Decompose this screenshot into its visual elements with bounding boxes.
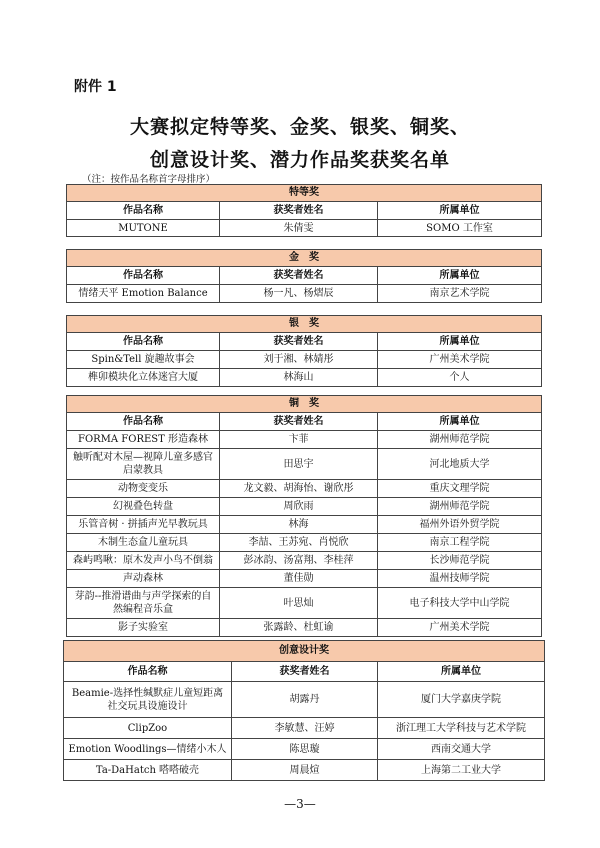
unit-name: 重庆文理学院 xyxy=(429,483,490,494)
column-header-row xyxy=(67,202,541,220)
winner-name: 李敏慧、汪婷 xyxy=(232,718,378,738)
section-title: 铜 奖 xyxy=(67,396,541,413)
work-name: 乐管音树 · 拼插声光早教玩具 xyxy=(67,516,220,533)
col-header-winner: 获奖者姓名 xyxy=(220,267,378,284)
table-row xyxy=(67,516,541,534)
work-name: Beamie-选择性缄默症儿童短距离社交玩具设施设计 xyxy=(64,682,232,717)
section-title: 金 奖 xyxy=(67,250,541,267)
unit-name: 浙江理工大学科技与艺术学院 xyxy=(396,722,526,734)
winner-name: 刘于湘、林婧彤 xyxy=(220,351,378,368)
winner-name: 朱倩雯 xyxy=(220,220,378,236)
winner-name: 董佳勋 xyxy=(220,570,378,587)
work-name: 声动森林 xyxy=(67,570,220,587)
col-header-unit: 所属单位 xyxy=(439,416,480,427)
sort-note: （注：按作品名称首字母排序） xyxy=(82,174,216,185)
document-title-line-2: 创意设计奖、潜力作品奖获奖名单 xyxy=(149,149,450,171)
table-row xyxy=(67,534,541,552)
winner-name: 卞菲 xyxy=(220,431,378,448)
unit-name: 南京工程学院 xyxy=(429,537,490,548)
col-header-winner: 获奖者姓名 xyxy=(220,333,378,350)
table-row xyxy=(67,220,541,237)
unit-name: 河北地质大学 xyxy=(429,458,490,470)
award-table-gold xyxy=(66,249,542,303)
table-row xyxy=(64,739,544,760)
winner-name: 李喆、王苏宛、肖悦欣 xyxy=(220,534,378,551)
table-row xyxy=(67,449,541,480)
document-title-line-1: 大赛拟定特等奖、金奖、银奖、铜奖、 xyxy=(129,116,470,138)
winner-name: 周晨煊 xyxy=(232,760,378,780)
winner-name: 杨一凡、杨熠辰 xyxy=(220,285,378,302)
table-row xyxy=(67,480,541,498)
work-name: FORMA FOREST 形造森林 xyxy=(67,431,220,448)
winner-name: 龙文毅、胡海怡、谢欣彤 xyxy=(220,480,378,497)
table-row xyxy=(67,498,541,516)
col-header-unit: 所属单位 xyxy=(439,270,480,281)
table-row xyxy=(67,570,541,588)
table-row xyxy=(67,351,541,369)
unit-name: 温州技师学院 xyxy=(429,573,490,584)
column-header-row xyxy=(67,413,541,431)
winner-name: 张露龄、杜虹谕 xyxy=(220,619,378,636)
col-header-work: 作品名称 xyxy=(67,267,220,284)
award-table-bronze xyxy=(66,395,542,637)
unit-name: 湖州师范学院 xyxy=(429,501,490,512)
winner-name: 陈思璇 xyxy=(232,739,378,759)
unit-name: 西南交通大学 xyxy=(431,743,491,755)
page-number: —3— xyxy=(284,797,316,811)
unit-name: 广州美术学院 xyxy=(429,622,490,633)
work-name: 幻视叠色转盘 xyxy=(67,498,220,515)
table-row xyxy=(64,760,544,781)
col-header-work: 作品名称 xyxy=(64,662,232,681)
award-table-grand-prize xyxy=(66,184,542,237)
unit-name: 南京艺术学院 xyxy=(429,288,490,299)
table-row xyxy=(67,369,541,387)
col-header-work: 作品名称 xyxy=(67,413,220,430)
unit-name: 上海第二工业大学 xyxy=(421,764,501,776)
unit-name: 广州美术学院 xyxy=(429,354,490,365)
work-name: 榫卯模块化立体迷宫大厦 xyxy=(67,369,220,386)
col-header-winner: 获奖者姓名 xyxy=(232,662,378,681)
col-header-unit: 所属单位 xyxy=(439,336,480,347)
work-name: ClipZoo xyxy=(64,718,232,738)
table-row xyxy=(67,431,541,449)
table-row xyxy=(64,718,544,739)
col-header-unit: 所属单位 xyxy=(441,666,481,677)
winner-name: 林海 xyxy=(220,516,378,533)
work-name: 木制生态盒儿童玩具 xyxy=(67,534,220,551)
attachment-label: 附件 1 xyxy=(74,79,117,95)
work-name: 芽韵--推滑谱曲与声学探索的自然编程音乐盒 xyxy=(67,588,220,618)
section-title: 特等奖 xyxy=(67,185,541,202)
work-name: 森屿鸣啾：原木发声小鸟不倒翁 xyxy=(67,552,220,569)
unit-name: 电子科技大学中山学院 xyxy=(409,597,510,609)
unit-name: 福州外语外贸学院 xyxy=(419,519,500,530)
work-name: Ta-DaHatch 嗒嗒破壳 xyxy=(64,760,232,780)
unit-name: 厦门大学嘉庚学院 xyxy=(421,694,501,705)
table-row xyxy=(67,588,541,619)
work-name: 动物变变乐 xyxy=(67,480,220,497)
unit-name: 长沙师范学院 xyxy=(429,555,490,566)
table-row xyxy=(67,285,541,303)
unit-name: 湖州师范学院 xyxy=(429,434,490,445)
column-header-row xyxy=(67,333,541,351)
column-header-row xyxy=(64,662,544,682)
winner-name: 叶思灿 xyxy=(220,588,378,618)
work-name: MUTONE xyxy=(67,220,220,236)
work-name: 触听配对木屋—视障儿童多感官启蒙教具 xyxy=(67,449,220,479)
col-header-winner: 获奖者姓名 xyxy=(220,413,378,430)
work-name: 影子实验室 xyxy=(67,619,220,636)
table-row xyxy=(64,682,544,718)
table-row xyxy=(67,619,541,637)
col-header-work: 作品名称 xyxy=(67,202,220,219)
award-table-creative-design xyxy=(63,640,545,781)
unit-name: 个人 xyxy=(449,372,470,383)
award-table-silver xyxy=(66,315,542,387)
col-header-winner: 获奖者姓名 xyxy=(220,202,378,219)
winner-name: 田思宇 xyxy=(220,449,378,479)
winner-name: 周欣雨 xyxy=(220,498,378,515)
col-header-work: 作品名称 xyxy=(67,333,220,350)
work-name: Spin&Tell 旋趣故事会 xyxy=(67,351,220,368)
winner-name: 彭冰韵、汤富翔、李桂萍 xyxy=(220,552,378,569)
section-title: 银 奖 xyxy=(67,316,541,333)
table-row xyxy=(67,552,541,570)
winner-name: 胡露丹 xyxy=(232,682,378,717)
winner-name: 林海山 xyxy=(220,369,378,386)
work-name: Emotion Woodlings—情绪小木人 xyxy=(64,739,232,759)
unit-name: SOMO 工作室 xyxy=(426,222,493,234)
work-name: 情绪天平 Emotion Balance xyxy=(67,285,220,302)
column-header-row xyxy=(67,267,541,285)
col-header-unit: 所属单位 xyxy=(439,205,480,216)
section-title: 创意设计奖 xyxy=(64,641,544,662)
